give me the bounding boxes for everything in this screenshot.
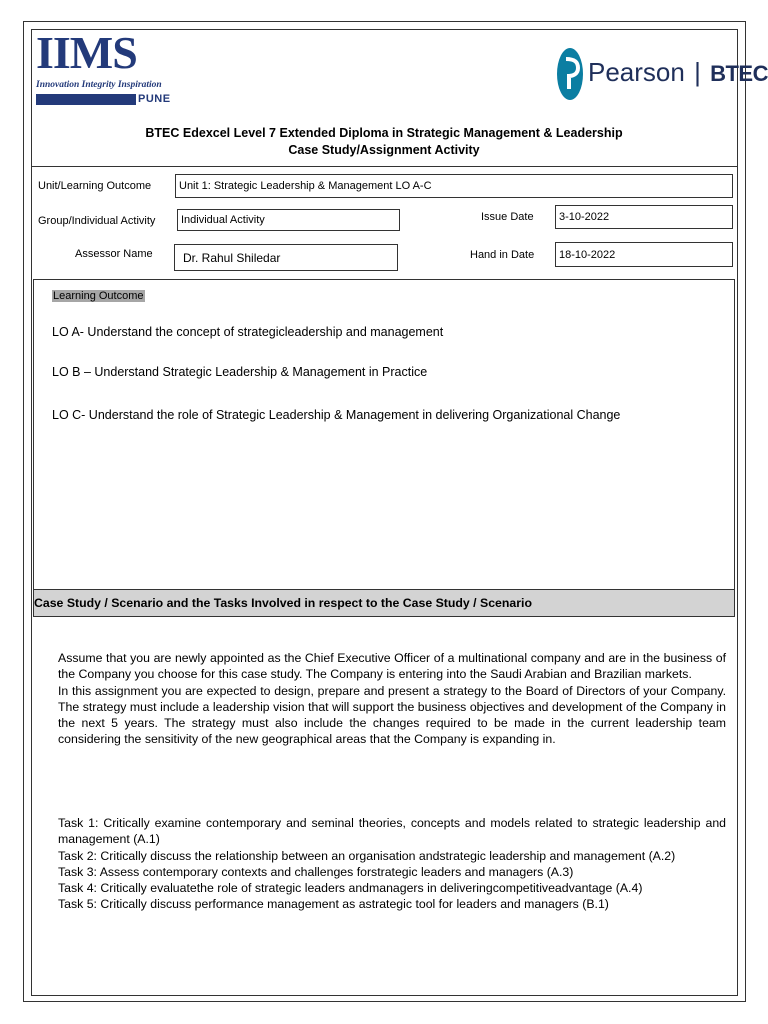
iims-logo <box>36 27 180 110</box>
pearson-p-icon <box>556 47 584 101</box>
hand-in-date-field: 18-10-2022 <box>555 242 733 267</box>
document-subtitle: Case Study/Assignment Activity <box>288 143 480 157</box>
unit-field: Unit 1: Strategic Leadership & Management LO A-C <box>175 174 733 198</box>
hand-in-date-label: Hand in Date <box>470 249 535 261</box>
task-item: Task 4: Critically evaluatethe role of strategic leaders andmanagers in deliveringcompetitiveadvantage (A.4) <box>58 881 643 896</box>
assessor-label: Assessor Name <box>75 248 153 260</box>
task-list <box>58 815 726 913</box>
case-study-body <box>58 650 726 748</box>
header-divider <box>31 166 738 167</box>
issue-date-field: 3-10-2022 <box>555 205 733 229</box>
learning-outcome-heading <box>52 286 145 304</box>
learning-outcome-heading-text: Learning Outcome <box>53 290 144 302</box>
activity-label: Group/Individual Activity <box>38 215 156 227</box>
lo-c: LO C- Understand the role of Strategic Leadership & Management in delivering Organizational Change <box>52 408 621 422</box>
issue-date-label: Issue Date <box>481 211 534 223</box>
iims-logo-text: IIMS <box>36 27 137 78</box>
document-title: BTEC Edexcel Level 7 Extended Diploma in Strategic Management & Leadership <box>145 126 623 140</box>
task-item: Task 2: Critically discuss the relationship between an organisation andstrategic leadership and management (A.2) <box>58 848 676 863</box>
iims-city: PUNE <box>138 93 171 105</box>
assessor-field: Dr. Rahul Shiledar <box>174 244 398 271</box>
lo-b: LO B – Understand Strategic Leadership & Management in Practice <box>52 365 428 379</box>
case-study-heading: Case Study / Scenario and the Tasks Involved in respect to the Case Study / Scenario <box>33 589 735 617</box>
case-study-paragraph: Assume that you are newly appointed as the Chief Executive Officer of a multinational company and are in the business of the Company you choose for this case study. The Company is entering into the Saudi Arabian and Brazilian markets. <box>58 651 726 682</box>
pearson-divider: | <box>694 57 701 87</box>
lo-a: LO A- Understand the concept of strategicleadership and management <box>52 325 444 339</box>
case-study-paragraph: In this assignment you are expected to design, prepare and present a strategy to the Board of Directors of your Company. The strategy must include a leadership vision that will support the business objectives and development of the Company in the next 5 years. The strategy must also include the changes required to be made in the current leadership team considering the sensitivity of the new geographical areas that the Company is expanding in. <box>58 683 726 747</box>
unit-label: Unit/Learning Outcome <box>38 180 152 192</box>
pearson-logo <box>556 47 768 103</box>
task-item: Task 1: Critically examine contemporary and seminal theories, concepts and models related to strategic leadership and management (A.1) <box>58 816 726 847</box>
pearson-btec: BTEC <box>710 61 768 86</box>
iims-tagline: Innovation Integrity Inspiration <box>36 80 162 90</box>
iims-blue-bar <box>36 94 136 105</box>
pearson-name: Pearson <box>588 57 685 87</box>
activity-field: Individual Activity <box>177 209 400 231</box>
task-item: Task 5: Critically discuss performance management as astrategic tool for leaders and managers (B.1) <box>58 897 609 912</box>
task-item: Task 3: Assess contemporary contexts and challenges forstrategic leaders and managers (A.3) <box>58 864 574 879</box>
